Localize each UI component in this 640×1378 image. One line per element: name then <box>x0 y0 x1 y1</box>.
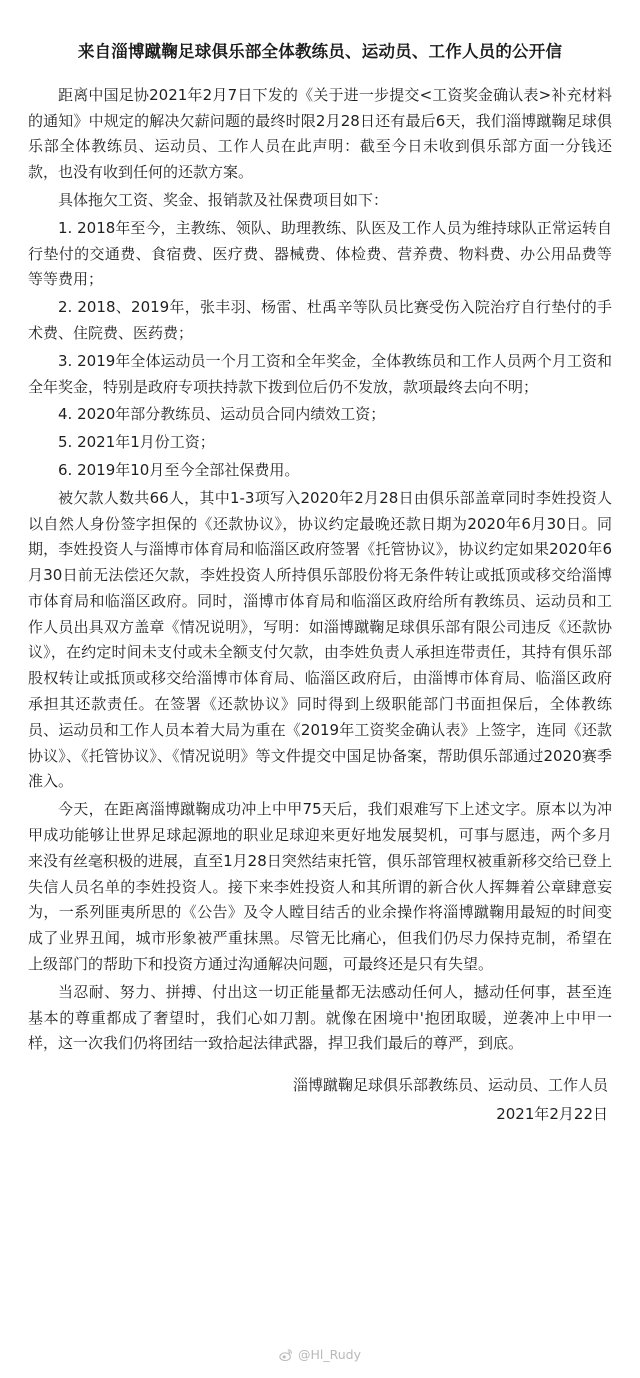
paragraph-item-2: 2. 2018、2019年，张丰羽、杨雷、杜禹辛等队员比赛受伤入院治疗自行垫付的手术费、住院费、医药费； <box>28 298 612 342</box>
paragraph-3: 被欠款人数共66人，其中1-3项写入2020年2月28日由俱乐部盖章同时李姓投资人以自然人身份签字担保的《还款协议》，协议约定最晚还款日期为2020年6月30日。同期，李姓投资人与淄博市体育局和临淄区政府签署《托管协议》，协议约定如果2020年6月30日前无法偿还欠款，李姓投资人所持俱乐部股份将无条件转让或抵顶或移交给淄博市体育局和临淄区政府。同时，淄博市体育局和临淄区政府给所有教练员、运动员和工作人员出具双方盖章《情况说明》，写明：如淄博蹴鞠足球俱乐部有限公司违反《还款协议》，在约定时间未支付或未全额支付欠款，由李姓负责人承担连带责任，其持有俱乐部股权转让或抵顶或移交给淄博市体育局、临淄区政府后，由淄博市体育局、临淄区政府承担其还款责任。在签署《还款协议》同时得到上级职能部门书面担保后，全体教练员、运动员和工作人员本着大局为重在《2019年工资奖金确认表》上签字，连同《还款协议》、《托管协议》、《情况说明》等文件提交中国足协备案，帮助俱乐部通过2020赛季准入。 <box>28 488 612 791</box>
paragraph-item-6: 6. 2019年10月至今全部社保费用。 <box>58 460 300 479</box>
weibo-icon <box>279 1348 293 1362</box>
paragraph-item-3: 3. 2019年全体运动员一个月工资和全年奖金，全体教练员和工作人员两个月工资和全年奖金，特别是政府专项扶持款下拨到位后仍不发放，款项最终去向不明； <box>28 351 612 396</box>
signature-date: 2021年2月22日 <box>496 1104 608 1123</box>
signature-block <box>28 1071 612 1128</box>
paragraph-item-5: 5. 2021年1月份工资； <box>58 433 215 452</box>
bottom-spacer <box>28 1128 612 1158</box>
document-body <box>28 83 612 1057</box>
watermark-handle: @Hl_Rudy <box>297 1347 361 1362</box>
paragraph-1: 距离中国足协2021年2月7日下发的《关于进一步提交<工资奖金确认表>补充材料的通知》中规定的解决欠薪问题的最终时限2月28日还有最后6天，我们淄博蹴鞠足球俱乐部全体教练员、运动员、工作人员在此声明：截至今日未收到俱乐部方面一分钱还款，也没有收到任何的还款方案。 <box>28 85 612 182</box>
paragraph-item-1: 1. 2018年至今，主教练、领队、助理教练、队医及工作人员为维持球队正常运转自行垫付的交通费、食宿费、医疗费、器械费、体检费、营养费、物料费、办公用品费等等等费用； <box>28 218 612 289</box>
watermark <box>0 1347 640 1362</box>
paragraph-item-4: 4. 2020年部分教练员、运动员合同内绩效工资； <box>58 405 386 424</box>
signature-signer: 淄博蹴鞠足球俱乐部教练员、运动员、工作人员 <box>292 1076 608 1095</box>
paragraph-2: 具体拖欠工资、奖金、报销款及社保费项目如下： <box>58 190 389 209</box>
paragraph-5: 当忍耐、努力、拼搏、付出这一切正能量都无法感动任何人，撼动任何事，甚至连基本的尊重都成了奢望时，我们心如刀割。就像在困境中'抱团取暖，逆袭冲上中甲一样，这一次我们仍将团结一致拾起法律武器，捍卫我们最后的尊严，到底。 <box>28 982 612 1053</box>
page-title: 来自淄博蹴鞠足球俱乐部全体教练员、运动员、工作人员的公开信 <box>77 42 563 61</box>
paragraph-4: 今天，在距离淄博蹴鞠成功冲上中甲75天后，我们艰难写下上述文字。原本以为冲甲成功能够让世界足球起源地的职业足球迎来更好地发展契机，可事与愿违，两个多月来没有丝毫积极的进展，直至1月28日突然结束托管，俱乐部管理权被重新移交给已登上失信人员名单的李姓投资人。接下来李姓投资人和其所谓的新合伙人挥舞着公章肆意妄为，一系列匪夷所思的《公告》及令人瞠目结舌的业余操作将淄博蹴鞠用最短的时间变成了业界丑闻，城市形象被严重抹黑。尽管无比痛心，但我们仍尽力保持克制，希望在上级部门的帮助下和投资方通过沟通解决问题，可最终还是只有失望。 <box>28 800 612 974</box>
